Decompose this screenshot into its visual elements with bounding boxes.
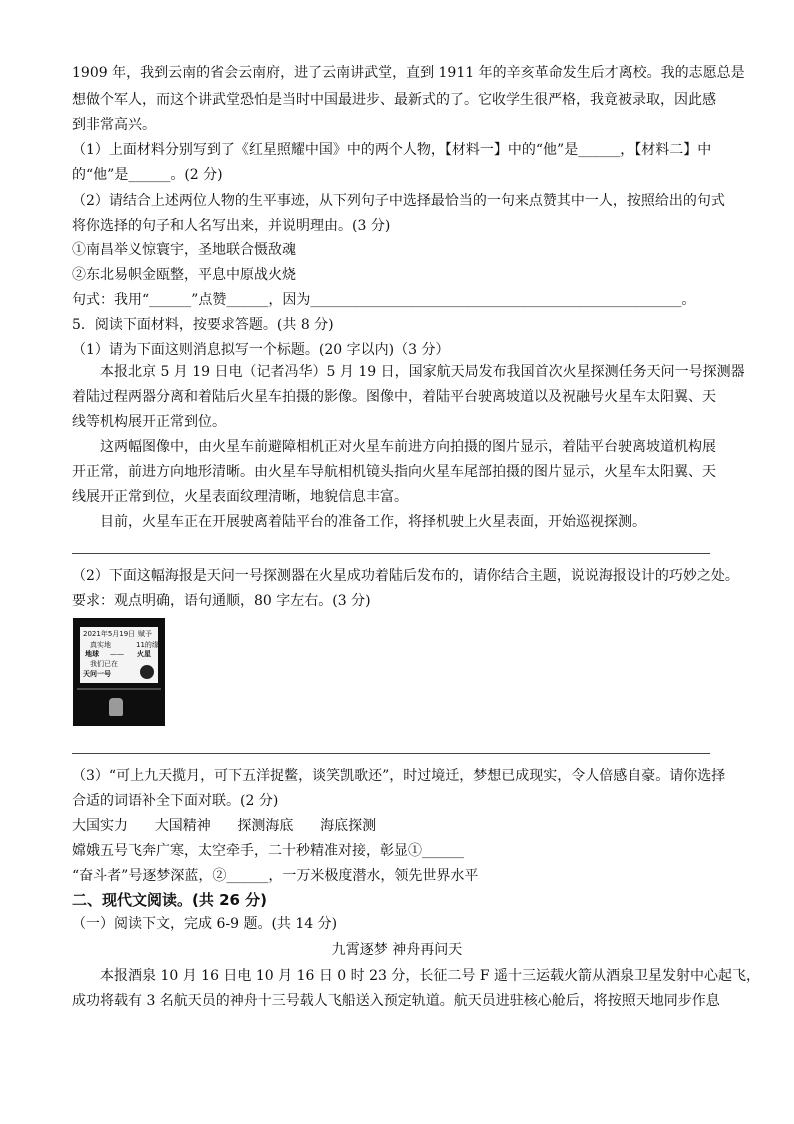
text-line-2: 想做个军人，而这个讲武堂恐怕是当时中国最进步、最新式的了。它收学生很严格，我竟被录取，因此感 xyxy=(72,92,716,108)
news-para-1-line-1: 本报北京 5 月 19 日电（记者冯华）5 月 19 日，国家航天局发布我国首次火星探测任务天问一号探测器 xyxy=(100,364,745,380)
poster-horizon xyxy=(77,688,161,690)
article-title: 九霄逐梦 神舟再问天 xyxy=(331,942,463,958)
option-2: ②东北易帜金瓯整，平息中原战火烧 xyxy=(72,267,296,283)
article-para-1-line-1: 本报酒泉 10 月 16 日电 10 月 16 日 0 时 23 分，长征二号 F 遥十三运载火箭从酒泉卫星发射中心起飞， xyxy=(100,968,760,984)
poster-mars: 火星 xyxy=(137,650,151,658)
answer-line-1 xyxy=(72,553,710,554)
poster-badge-icon xyxy=(140,665,154,679)
question-2-line-2: 将你选择的句子和人名写出来，并说明理由。(3 分) xyxy=(72,218,391,234)
poster-panel xyxy=(80,627,158,683)
word-choices: 大国实力 大国精神 探测海底 海底探测 xyxy=(72,818,377,834)
answer-line-2 xyxy=(72,753,710,754)
news-para-2-line-2: 开正常，前进方向地形清晰。由火星车导航相机镜头指向火星车尾部拍摄的图片显示，火星车太阳翼、天 xyxy=(72,464,716,480)
news-para-1-line-2: 着陆过程两器分离和着陆后火星车拍摄的影像。图像中，着陆平台驶离坡道以及祝融号火星车太阳翼、天 xyxy=(72,389,716,405)
rover-figure-icon xyxy=(109,698,123,716)
question-2-line-1: （2）请结合上述两位人物的生平事迹，从下列句子中选择最恰当的一句来点赞其中一人，按照给出的句式 xyxy=(72,193,725,209)
option-1: ①南昌举义惊寰宇，圣地联合慑敌魂 xyxy=(72,242,296,258)
poster-earth: 地球 xyxy=(85,650,99,658)
news-para-2-line-3: 线展开正常到位，火星表面纹理清晰，地貌信息丰富。 xyxy=(72,489,408,505)
question-5-2-line-2: 要求：观点明确，语句通顺，80 字左右。(3 分) xyxy=(72,593,371,609)
poster-dash: —— xyxy=(110,650,124,658)
news-para-1-line-3: 线等机构展开正常到位。 xyxy=(72,414,226,430)
tianwen-poster-image xyxy=(73,618,165,726)
couplet-line-1: 嫦娥五号飞奔广寒，太空牵手，二十秒精准对接，彰显①______ xyxy=(72,843,464,859)
text-line-3: 到非常高兴。 xyxy=(72,117,156,133)
question-1-line-2: 的“他”是______。(2 分) xyxy=(72,167,223,183)
question-5-3-line-1: （3）“可上九天揽月，可下五洋捉鳖，谈笑凯歌还”，时过境迁，梦想已成现实，令人倍感自豪。请你选择 xyxy=(72,768,726,784)
article-para-1-line-2: 成功将载有 3 名航天员的神舟十三号载人飞船送入预定轨道。航天员进驻核心舱后，将按照天地同步作息 xyxy=(72,993,720,1009)
question-5-3-line-2: 合适的词语补全下面对联。(2 分) xyxy=(72,793,279,809)
poster-probe: 天问一号 xyxy=(83,670,111,678)
question-5-2-line-1: （2）下面这幅海报是天问一号探测器在火星成功着陆后发布的，请你结合主题，说说海报设计的巧妙之处。 xyxy=(72,568,739,584)
question-5-heading: 5．阅读下面材料，按要求答题。(共 8 分) xyxy=(72,317,334,333)
section-2-heading: 二、现代文阅读。(共 26 分) xyxy=(72,891,268,909)
poster-date: 2021年5月19日 xyxy=(83,630,136,638)
text-line-1: 1909 年，我到云南的省会云南府，进了云南讲武堂，直到 1911 年的辛亥革命发生后才离校。我的志愿总是 xyxy=(72,65,745,81)
poster-from-label: 真实地 xyxy=(90,641,111,649)
question-1-line-1: （1）上面材料分别写到了《红星照耀中国》中的两个人物，【材料一】中的“他”是______，【材料二】中 xyxy=(72,142,712,158)
sentence-pattern: 句式：我用“______”点赞______，因为_____________________________________________________。 xyxy=(72,292,696,308)
question-5-1: （1）请为下面这则消息拟写一个标题。(20 字以内)（3 分） xyxy=(72,342,450,358)
couplet-line-2: “奋斗者”号逐梦深蓝，②______，一万米极度潜水，领先世界水平 xyxy=(72,868,479,884)
poster-tag: 赋予 xyxy=(138,630,152,638)
news-para-3: 目前，火星车正在开展驶离着陆平台的准备工作，将择机驶上火星表面，开始巡视探测。 xyxy=(100,514,646,530)
news-para-2-line-1: 这两幅图像中，由火星车前避障相机正对火星车前进方向拍摄的图片显示，着陆平台驶离坡道机构展 xyxy=(100,439,716,455)
poster-distance-label: 11的缘 xyxy=(136,641,159,649)
reading-1-heading: （一）阅读下文，完成 6-9 题。(共 14 分) xyxy=(72,916,338,932)
poster-middle-text: 我们已在 xyxy=(90,660,118,668)
